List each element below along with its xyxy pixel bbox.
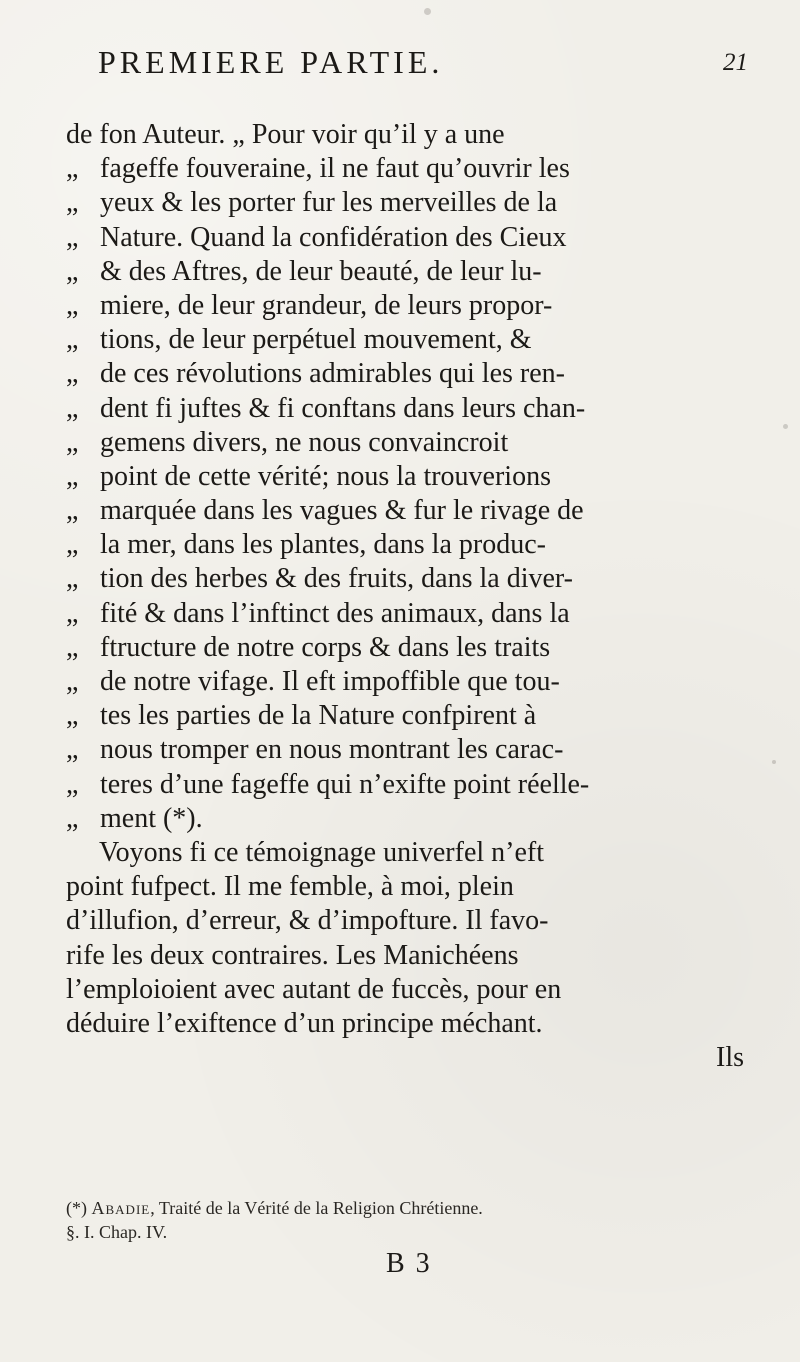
quotation-mark: „ — [66, 529, 79, 561]
line-text: miere, de leur grandeur, de leurs propor- — [100, 289, 553, 321]
quotation-mark: „ — [66, 563, 79, 595]
text-line — [66, 597, 756, 631]
text-line — [66, 152, 756, 186]
line-text: tion des herbes & des fruits, dans la diver- — [100, 563, 573, 595]
quotation-mark: „ — [66, 802, 79, 834]
text-line — [66, 699, 756, 733]
main-text — [66, 118, 756, 1075]
line-text: l’emploioient avec autant de fuccès, pour en — [66, 973, 562, 1005]
quotation-mark: „ — [66, 289, 79, 321]
quotation-mark: „ — [66, 153, 79, 185]
line-text: de notre vifage. Il eft impoffible que tou- — [100, 666, 560, 697]
quotation-mark: „ — [66, 597, 79, 629]
line-text: teres d’une fageffe qui n’exifte point réelle- — [100, 768, 590, 800]
line-text: tions, de leur perpétuel mouvement, & — [100, 324, 532, 356]
text-line — [66, 836, 756, 870]
quotation-mark: „ — [66, 460, 79, 492]
text-line — [66, 631, 756, 665]
footnote-text: , Traité de la Vérité de la Religion Chrétienne. — [150, 1198, 483, 1218]
line-text: Nature. Quand la confidération des Cieux — [100, 221, 567, 253]
page-header — [98, 42, 748, 90]
quotation-mark: „ — [66, 255, 79, 287]
text-line — [66, 973, 756, 1007]
line-text: de ces révolutions admirables qui les ren- — [100, 358, 565, 390]
text-line — [66, 528, 756, 562]
quotation-mark: „ — [66, 392, 79, 424]
text-line — [66, 733, 756, 767]
quotation-mark: „ — [66, 221, 79, 253]
footnote-reference: §. I. Chap. IV. — [66, 1222, 168, 1242]
footnote-line — [66, 1196, 756, 1220]
quotation-mark: „ — [66, 495, 79, 527]
text-line — [66, 118, 756, 152]
text-line — [66, 904, 756, 938]
line-text: nous tromper en nous montrant les carac- — [100, 734, 564, 766]
text-line — [66, 494, 756, 528]
line-text: point fufpect. Il me femble, à moi, plein — [66, 871, 514, 903]
line-text: fageffe fouveraine, il ne faut qu’ouvrir les — [100, 153, 570, 185]
quotation-mark: „ — [66, 324, 79, 356]
line-text: déduire l’exiftence d’un principe méchant. — [66, 1007, 543, 1039]
line-text: marquée dans les vagues & fur le rivage de — [100, 495, 584, 527]
footnote-author: Abadie — [91, 1198, 151, 1218]
line-text: gemens divers, ne nous convaincroit — [100, 426, 509, 458]
quotation-mark: „ — [66, 700, 79, 732]
text-line — [66, 562, 756, 596]
text-line — [66, 768, 756, 802]
line-text: de fon Auteur. „ Pour voir qu’il y a une — [66, 119, 505, 150]
line-text: rife les deux contraires. Les Manichéens — [66, 939, 519, 971]
quotation-mark: „ — [66, 768, 79, 800]
text-line — [66, 392, 756, 426]
line-text: la mer, dans les plantes, dans la produc- — [100, 529, 546, 561]
text-line — [66, 289, 756, 323]
text-line — [66, 357, 756, 391]
quotation-mark: „ — [66, 187, 79, 219]
line-text: ftructure de notre corps & dans les traits — [100, 631, 551, 663]
quotation-mark: „ — [66, 358, 79, 390]
line-text: dent fi juftes & fi conftans dans leurs chan- — [100, 392, 586, 424]
line-text: & des Aftres, de leur beauté, de leur lu- — [100, 255, 542, 287]
text-line — [66, 939, 756, 973]
text-line — [66, 323, 756, 357]
running-title: PREMIERE PARTIE. — [98, 44, 444, 80]
text-line — [66, 802, 756, 836]
quotation-mark: „ — [66, 426, 79, 458]
line-text: yeux & les porter fur les merveilles de la — [100, 187, 558, 219]
quotation-mark: „ — [66, 666, 79, 697]
line-text: tes les parties de la Nature confpirent à — [100, 700, 537, 732]
line-text: ment (*). — [100, 802, 203, 834]
text-line — [66, 186, 756, 220]
quotation-mark: „ — [66, 734, 79, 766]
paper-speck — [424, 8, 431, 15]
text-line — [66, 1007, 756, 1041]
line-text: fité & dans l’inftinct des animaux, dans la — [100, 597, 570, 629]
line-text: Voyons fi ce témoignage univerfel n’eft — [99, 836, 545, 868]
printer-signature: B 3 — [386, 1248, 432, 1279]
text-line — [66, 255, 756, 289]
paper-speck — [783, 424, 788, 429]
line-text: point de cette vérité; nous la trouverions — [100, 460, 551, 492]
text-line — [66, 426, 756, 460]
text-line — [66, 460, 756, 494]
page-number: 21 — [723, 49, 748, 76]
line-text: d’illufion, d’erreur, & d’impofture. Il favo- — [66, 905, 549, 937]
footnote-marker: (*) — [66, 1198, 87, 1218]
footnote — [66, 1196, 756, 1244]
text-line — [66, 221, 756, 255]
quotation-mark: „ — [66, 631, 79, 663]
catchword-line — [66, 1041, 756, 1075]
paper-speck — [772, 760, 776, 764]
text-line — [66, 870, 756, 904]
catchword: Ils — [716, 1042, 744, 1074]
text-line — [66, 665, 756, 699]
